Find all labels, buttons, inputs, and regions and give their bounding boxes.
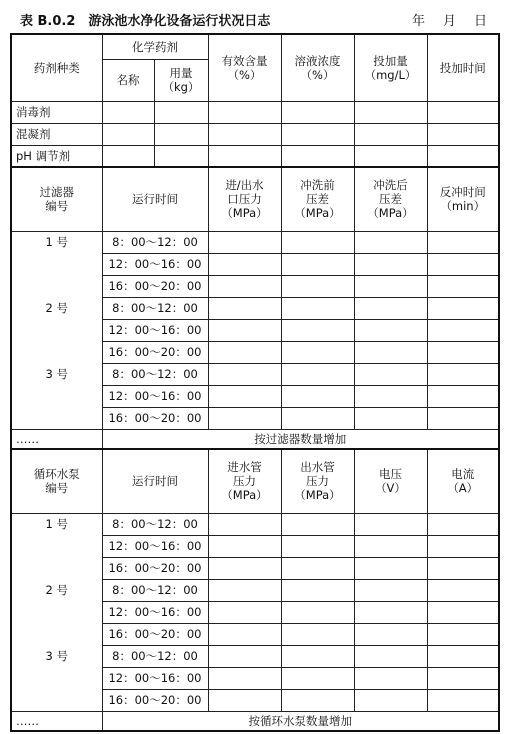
run-time-cell: 16：00～20：00: [102, 623, 208, 645]
blank-cell: [281, 319, 354, 341]
month-label: 月: [442, 14, 456, 29]
blank-cell: [281, 101, 354, 123]
pump-number: 3 号: [11, 645, 102, 667]
blank-cell: [427, 123, 499, 145]
blank-cell: [208, 623, 281, 645]
ellipsis: ……: [11, 711, 102, 731]
blank-cell: [427, 557, 499, 579]
blank-cell: [281, 275, 354, 297]
run-time-cell: 16：00～20：00: [102, 275, 208, 297]
blank-cell: [208, 145, 281, 167]
pump-row: [11, 667, 499, 689]
current-header: 电流 （A）: [427, 449, 499, 513]
pump-row: [11, 557, 499, 579]
blank-cell: [281, 407, 354, 429]
pre-wash-header: 冲洗前 压差 （MPa）: [281, 167, 354, 231]
filter-row: [11, 275, 499, 297]
blank-cell: [281, 363, 354, 385]
pump-number: [11, 601, 102, 623]
blank-cell: [427, 231, 499, 253]
blank-cell: [281, 667, 354, 689]
filter-row: [11, 319, 499, 341]
table-caption: [20, 8, 495, 30]
blank-cell: [354, 231, 427, 253]
blank-cell: [102, 101, 154, 123]
table-title: 表 B.0.2 游泳池水净化设备运行状况日志: [20, 14, 271, 29]
filter-number: [11, 341, 102, 363]
run-time-cell: 8：00～12：00: [102, 297, 208, 319]
blank-cell: [281, 297, 354, 319]
blank-cell: [281, 623, 354, 645]
blank-cell: [427, 341, 499, 363]
blank-cell: [281, 231, 354, 253]
filter-number: [11, 275, 102, 297]
blank-cell: [354, 123, 427, 145]
agent-label: pH 调节剂: [11, 145, 102, 167]
backwash-header: 反冲时间 （min）: [427, 167, 499, 231]
pump-number: [11, 557, 102, 579]
pump-row: [11, 513, 499, 535]
pump-row: [11, 623, 499, 645]
blank-cell: [354, 667, 427, 689]
blank-cell: [354, 319, 427, 341]
voltage-header: 电压 （V）: [354, 449, 427, 513]
blank-cell: [208, 341, 281, 363]
ellipsis: ……: [11, 429, 102, 449]
blank-cell: [427, 101, 499, 123]
blank-cell: [208, 689, 281, 711]
run-time-cell: 12：00～16：00: [102, 319, 208, 341]
blank-cell: [427, 253, 499, 275]
run-time-cell: 12：00～16：00: [102, 253, 208, 275]
filter-row: [11, 231, 499, 253]
pump-header-row: [11, 449, 499, 513]
run-time-header: 运行时间: [102, 449, 208, 513]
agent-header-row-1: [11, 34, 499, 59]
blank-cell: [427, 275, 499, 297]
year-label: 年: [411, 14, 425, 29]
run-time-cell: 8：00～12：00: [102, 579, 208, 601]
blank-cell: [208, 535, 281, 557]
blank-cell: [281, 341, 354, 363]
pump-more-note: 按循环水泵数量增加: [102, 711, 499, 731]
run-time-cell: 8：00～12：00: [102, 645, 208, 667]
post-wash-header: 冲洗后 压差 （MPa）: [354, 167, 427, 231]
blank-cell: [281, 535, 354, 557]
blank-cell: [427, 623, 499, 645]
blank-cell: [208, 275, 281, 297]
agent-label: 消毒剂: [11, 101, 102, 123]
blank-cell: [208, 123, 281, 145]
blank-cell: [208, 645, 281, 667]
blank-cell: [354, 601, 427, 623]
filter-number: 1 号: [11, 231, 102, 253]
blank-cell: [281, 645, 354, 667]
agent-label: 混凝剂: [11, 123, 102, 145]
blank-cell: [281, 579, 354, 601]
blank-cell: [427, 667, 499, 689]
run-time-cell: 8：00～12：00: [102, 231, 208, 253]
blank-cell: [427, 535, 499, 557]
blank-cell: [281, 123, 354, 145]
run-time-cell: 12：00～16：00: [102, 385, 208, 407]
log-table: [10, 33, 500, 732]
blank-cell: [154, 101, 208, 123]
run-time-cell: 16：00～20：00: [102, 407, 208, 429]
date-fields: [394, 10, 487, 29]
effective-header: 有效含量 （%）: [208, 34, 281, 101]
pump-row: [11, 535, 499, 557]
blank-cell: [281, 513, 354, 535]
blank-cell: [281, 557, 354, 579]
filter-number-header: 过滤器 编号: [11, 167, 102, 231]
dosage-header: 用量 （kg）: [154, 59, 208, 101]
blank-cell: [208, 601, 281, 623]
filter-row: [11, 341, 499, 363]
blank-cell: [208, 297, 281, 319]
blank-cell: [102, 123, 154, 145]
blank-cell: [427, 579, 499, 601]
dose-time-header: 投加时间: [427, 34, 499, 101]
pump-row: [11, 645, 499, 667]
filter-number: [11, 253, 102, 275]
pump-number-header: 循环水泵 编号: [11, 449, 102, 513]
blank-cell: [281, 601, 354, 623]
filter-row: [11, 253, 499, 275]
pump-number: 2 号: [11, 579, 102, 601]
pump-row: [11, 601, 499, 623]
filter-number: [11, 319, 102, 341]
chemical-header: 化学药剂: [102, 34, 208, 59]
pump-row: [11, 579, 499, 601]
blank-cell: [427, 407, 499, 429]
blank-cell: [354, 145, 427, 167]
blank-cell: [354, 385, 427, 407]
run-time-cell: 16：00～20：00: [102, 341, 208, 363]
blank-cell: [208, 407, 281, 429]
pump-number: [11, 535, 102, 557]
filter-row: [11, 385, 499, 407]
blank-cell: [208, 101, 281, 123]
blank-cell: [208, 231, 281, 253]
blank-cell: [427, 645, 499, 667]
pump-row: [11, 689, 499, 711]
pump-number: [11, 689, 102, 711]
blank-cell: [208, 667, 281, 689]
blank-cell: [281, 145, 354, 167]
blank-cell: [354, 557, 427, 579]
agent-type-header: 药剂种类: [11, 34, 102, 101]
blank-cell: [154, 145, 208, 167]
blank-cell: [354, 535, 427, 557]
blank-cell: [354, 513, 427, 535]
blank-cell: [354, 645, 427, 667]
blank-cell: [208, 513, 281, 535]
blank-cell: [354, 689, 427, 711]
pump-number: [11, 667, 102, 689]
pump-number: [11, 623, 102, 645]
blank-cell: [208, 319, 281, 341]
dose-amount-header: 投加量 （mg/L）: [354, 34, 427, 101]
blank-cell: [427, 363, 499, 385]
filter-header-row: [11, 167, 499, 231]
day-label: 日: [473, 14, 487, 29]
run-time-cell: 8：00～12：00: [102, 513, 208, 535]
filter-number: 3 号: [11, 363, 102, 385]
blank-cell: [427, 297, 499, 319]
run-time-header: 运行时间: [102, 167, 208, 231]
run-time-cell: 12：00～16：00: [102, 601, 208, 623]
blank-cell: [354, 623, 427, 645]
blank-cell: [354, 297, 427, 319]
blank-cell: [208, 557, 281, 579]
blank-cell: [354, 101, 427, 123]
blank-cell: [427, 689, 499, 711]
pump-number: 1 号: [11, 513, 102, 535]
filter-row: [11, 297, 499, 319]
filter-more-row: [11, 429, 499, 449]
in-pressure-header: 进水管 压力 （MPa）: [208, 449, 281, 513]
blank-cell: [281, 689, 354, 711]
filter-number: 2 号: [11, 297, 102, 319]
blank-cell: [354, 579, 427, 601]
concentration-header: 溶液浓度 （%）: [281, 34, 354, 101]
out-pressure-header: 出水管 压力 （MPa）: [281, 449, 354, 513]
blank-cell: [354, 363, 427, 385]
blank-cell: [154, 123, 208, 145]
blank-cell: [281, 385, 354, 407]
run-time-cell: 16：00～20：00: [102, 557, 208, 579]
agent-row: [11, 101, 499, 123]
run-time-cell: 16：00～20：00: [102, 689, 208, 711]
blank-cell: [354, 407, 427, 429]
run-time-cell: 12：00～16：00: [102, 667, 208, 689]
blank-cell: [102, 145, 154, 167]
run-time-cell: 12：00～16：00: [102, 535, 208, 557]
agent-row: [11, 145, 499, 167]
agent-row: [11, 123, 499, 145]
blank-cell: [281, 253, 354, 275]
blank-cell: [208, 579, 281, 601]
blank-cell: [354, 253, 427, 275]
filter-row: [11, 363, 499, 385]
blank-cell: [208, 253, 281, 275]
filter-more-note: 按过滤器数量增加: [102, 429, 499, 449]
blank-cell: [354, 275, 427, 297]
filter-number: [11, 385, 102, 407]
blank-cell: [427, 319, 499, 341]
blank-cell: [427, 385, 499, 407]
blank-cell: [208, 363, 281, 385]
blank-cell: [427, 145, 499, 167]
name-header: 名称: [102, 59, 154, 101]
filter-number: [11, 407, 102, 429]
filter-row: [11, 407, 499, 429]
blank-cell: [354, 341, 427, 363]
blank-cell: [427, 513, 499, 535]
in-out-pressure-header: 进/出水 口压力 （MPa）: [208, 167, 281, 231]
run-time-cell: 8：00～12：00: [102, 363, 208, 385]
blank-cell: [208, 385, 281, 407]
pump-more-row: [11, 711, 499, 731]
blank-cell: [427, 601, 499, 623]
